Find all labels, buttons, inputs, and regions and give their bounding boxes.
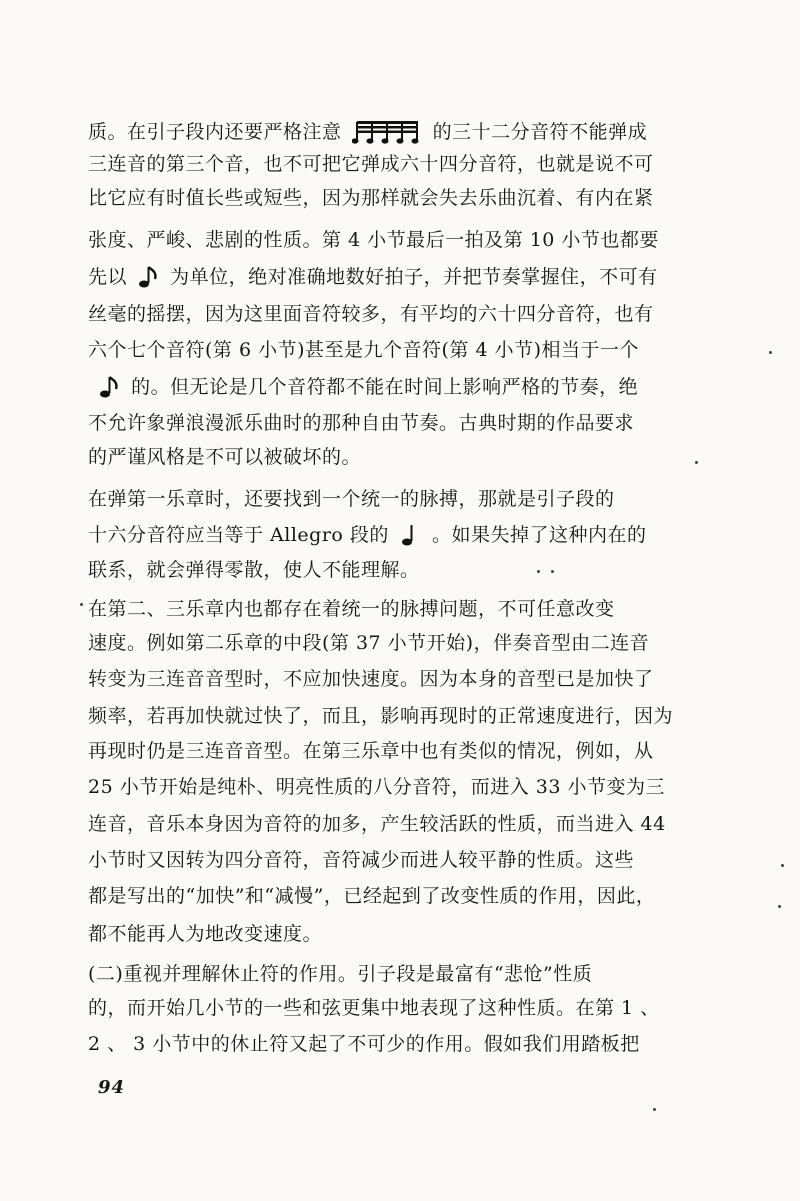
page-number: 94 xyxy=(98,1077,126,1098)
scan-speck xyxy=(653,1108,656,1111)
text-line: 不允许象弹浪漫派乐曲时的那种自由节奏。古典时期的作品要求 xyxy=(88,412,635,434)
text-line: 的，而开始几小节的一些和弦更集中地表现了这种性质。在第 1 、 xyxy=(88,997,660,1019)
text-line: 连音，音乐本身因为音符的加多，产生较活跃的性质，而当进入 44 xyxy=(88,813,666,835)
text-line: 速度。例如第二乐章的中段(第 37 小节开始)，伴奏音型由二连音 xyxy=(88,632,650,654)
text-line: 在第二、三乐章内也都存在着统一的脉搏问题，不可任意改变 xyxy=(88,598,615,620)
text-line: 比它应有时值长些或短些，因为那样就会失去乐曲沉着、有内在紧 xyxy=(88,187,654,209)
text-line: 联系，就会弹得零散，使人不能理解。 xyxy=(88,559,420,581)
text-line: 转变为三连音音型时，不应加快速度。因为本身的音型已是加快了 xyxy=(88,668,654,690)
text-line xyxy=(88,118,688,142)
text-line: 三连音的第三个音，也不可把它弹成六十四分音符，也就是说不可 xyxy=(88,153,654,175)
text-segment: 为单位，绝对准确地数好拍子，并把节奏掌握住，不可有 xyxy=(170,266,658,288)
scan-speck xyxy=(695,461,698,464)
scan-speck xyxy=(769,351,772,354)
text-line: 张度、严峻、悲剧的性质。第 4 小节最后一拍及第 10 小节也都要 xyxy=(88,229,659,251)
text-segment: 质。在引子段内还要严格注意 xyxy=(88,121,342,143)
text-line: 小节时又因转为四分音符，音符减少而进人较平静的性质。这些 xyxy=(88,849,635,871)
text-line: 在弹第一乐章时，还要找到一个统一的脉搏，那就是引子段的 xyxy=(88,488,615,510)
eighth-note-icon xyxy=(138,264,160,290)
text-line xyxy=(88,522,688,546)
text-segment: 先以 xyxy=(88,266,128,288)
text-line: 再现时仍是三连音音型。在第三乐章中也有类似的情况，例如，从 xyxy=(88,740,654,762)
text-line: (二)重视并理解休止符的作用。引子段是最富有“悲怆”性质 xyxy=(88,963,593,985)
text-segment: 的三十二分音符不能弹成 xyxy=(432,121,648,143)
scan-speck xyxy=(551,570,554,573)
text-line: 2 、 3 小节中的休止符又起了不可少的作用。假如我们用踏板把 xyxy=(88,1033,640,1055)
text-line: 都是写出的“加快”和“减慢”，已经起到了改变性质的作用，因此， xyxy=(88,885,656,907)
thirty-second-notes-icon xyxy=(352,118,422,146)
scan-speck xyxy=(80,603,83,606)
scan-speck xyxy=(537,570,540,573)
eighth-note-icon xyxy=(99,374,121,400)
text-segment: 十六分音符应当等于 Allegro 段的 xyxy=(88,524,389,546)
text-line: 频率，若再加快就过快了，而且，影响再现时的正常速度进行，因为 xyxy=(88,705,674,727)
scan-speck xyxy=(781,864,784,867)
text-line: 的严谨风格是不可以被破坏的。 xyxy=(88,446,362,468)
text-segment: 。如果失掉了这种内在的 xyxy=(431,524,647,546)
scan-speck xyxy=(778,905,781,908)
text-line: 25 小节开始是纯朴、明亮性质的八分音符，而进入 33 小节变为三 xyxy=(88,776,665,798)
text-line: 丝毫的摇摆，因为这里面音符较多，有平均的六十四分音符，也有 xyxy=(88,303,654,325)
text-line xyxy=(88,374,688,398)
text-line: 六个七个音符(第 6 小节)甚至是九个音符(第 4 小节)相当于一个 xyxy=(88,339,639,361)
text-line: 都不能再人为地改变速度。 xyxy=(88,923,323,945)
text-segment: 的。但无论是几个音符都不能在时间上影响严格的节奏，绝 xyxy=(131,376,639,398)
text-line xyxy=(88,264,688,288)
quarter-note-icon xyxy=(399,522,421,548)
